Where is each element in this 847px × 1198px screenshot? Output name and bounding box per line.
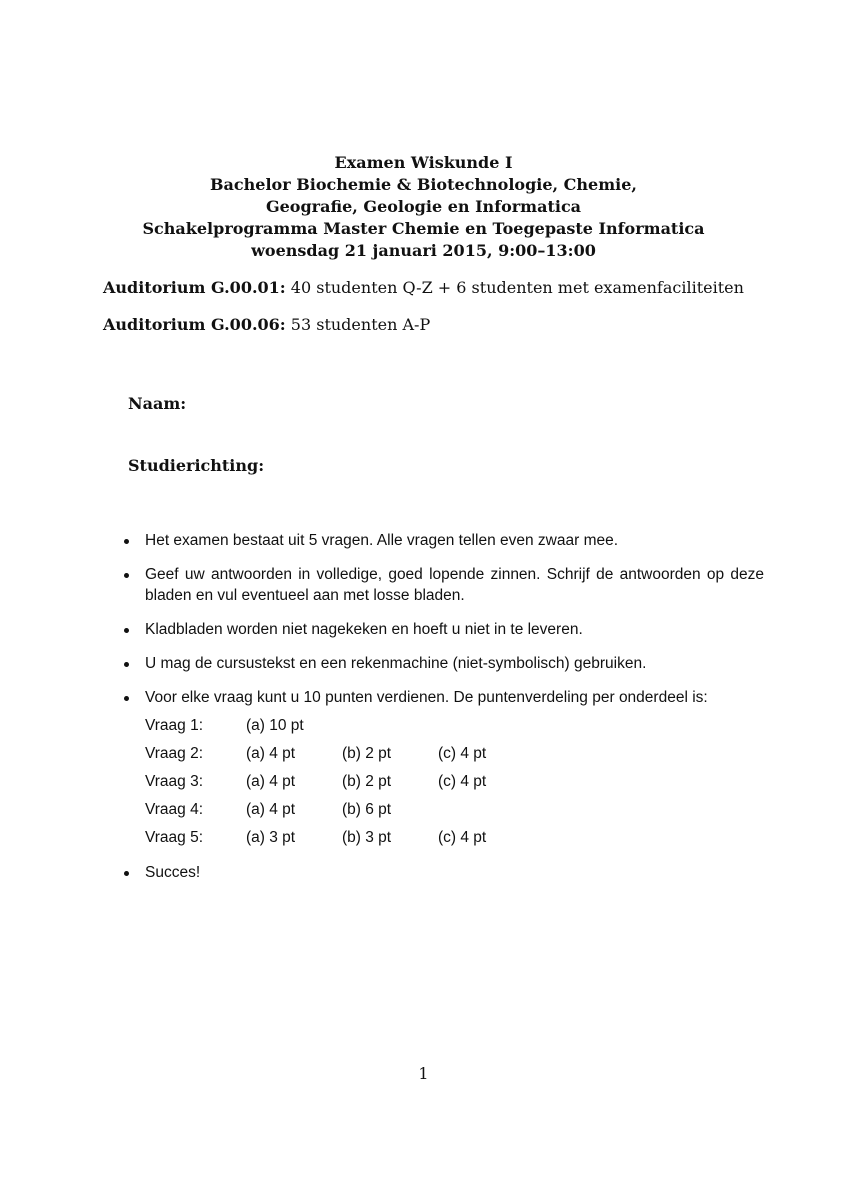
- programme-line-2: Geografie, Geologie en Informatica: [265, 197, 582, 216]
- auditorium-label: Auditorium G.00.06:: [103, 315, 286, 334]
- list-item: [124, 619, 764, 640]
- part-c-points: (c) 4 pt: [438, 745, 487, 762]
- auditorium-line: [103, 278, 744, 297]
- auditorium-text: 40 studenten Q-Z + 6 studenten met examenfaciliteiten: [290, 278, 744, 297]
- page-number: 1: [418, 1064, 429, 1083]
- exam-date: woensdag 21 januari 2015, 9:00–13:00: [251, 241, 596, 260]
- programme-line-3: Schakelprogramma Master Chemie en Toegepaste Informatica: [142, 219, 705, 238]
- bullet-icon: [124, 573, 129, 578]
- points-row: [145, 743, 764, 771]
- part-a-points: (a) 4 pt: [246, 773, 296, 790]
- part-a-points: (a) 4 pt: [246, 745, 296, 762]
- question-label: Vraag 4:: [145, 801, 204, 818]
- instruction-text: Het examen bestaat uit 5 vragen. Alle vragen tellen even zwaar mee.: [145, 532, 619, 549]
- list-item: [124, 653, 764, 674]
- question-label: Vraag 5:: [145, 829, 204, 846]
- points-row: [145, 715, 764, 743]
- bullet-icon: [124, 696, 129, 701]
- study-field-label: Studierichting:: [128, 456, 265, 475]
- instruction-text: Succes!: [145, 864, 201, 881]
- bullet-icon: [124, 628, 129, 633]
- list-item: [124, 862, 764, 883]
- part-b-points: (b) 3 pt: [342, 829, 392, 846]
- part-a-points: (a) 3 pt: [246, 829, 296, 846]
- auditorium-label: Auditorium G.00.01:: [103, 278, 286, 297]
- instructions-list: [124, 530, 764, 896]
- part-a-points: (a) 10 pt: [246, 717, 304, 734]
- list-item: [124, 687, 764, 855]
- points-table: [145, 715, 764, 855]
- instruction-text: U mag de cursustekst en een rekenmachine (niet-symbolisch) gebruiken.: [145, 655, 647, 672]
- part-a-points: (a) 4 pt: [246, 801, 296, 818]
- part-b-points: (b) 6 pt: [342, 801, 392, 818]
- list-item: [124, 530, 764, 551]
- auditorium-line: [103, 315, 430, 334]
- question-label: Vraag 1:: [145, 717, 204, 734]
- list-item: [124, 564, 764, 606]
- points-row: [145, 799, 764, 827]
- part-c-points: (c) 4 pt: [438, 773, 487, 790]
- programme-line-1: Bachelor Biochemie & Biotechnologie, Chemie,: [210, 175, 637, 194]
- points-row: [145, 827, 764, 855]
- bullet-icon: [124, 871, 129, 876]
- bullet-icon: [124, 539, 129, 544]
- question-label: Vraag 2:: [145, 745, 204, 762]
- exam-title: Examen Wiskunde I: [334, 153, 513, 172]
- bullet-icon: [124, 662, 129, 667]
- exam-header: [0, 152, 847, 262]
- part-c-points: (c) 4 pt: [438, 829, 487, 846]
- name-field-label: Naam:: [128, 394, 187, 413]
- part-b-points: (b) 2 pt: [342, 745, 392, 762]
- part-b-points: (b) 2 pt: [342, 773, 392, 790]
- auditorium-text: 53 studenten A-P: [290, 315, 431, 334]
- instruction-text: Kladbladen worden niet nagekeken en hoeft u niet in te leveren.: [145, 621, 583, 638]
- question-label: Vraag 3:: [145, 773, 204, 790]
- instruction-text: Geef uw antwoorden in volledige, goed lopende zinnen. Schrijf de antwoorden op deze bladen en vul eventueel aan met losse bladen.: [145, 566, 764, 604]
- instruction-text: Voor elke vraag kunt u 10 punten verdienen. De puntenverdeling per onderdeel is:: [145, 689, 708, 706]
- points-row: [145, 771, 764, 799]
